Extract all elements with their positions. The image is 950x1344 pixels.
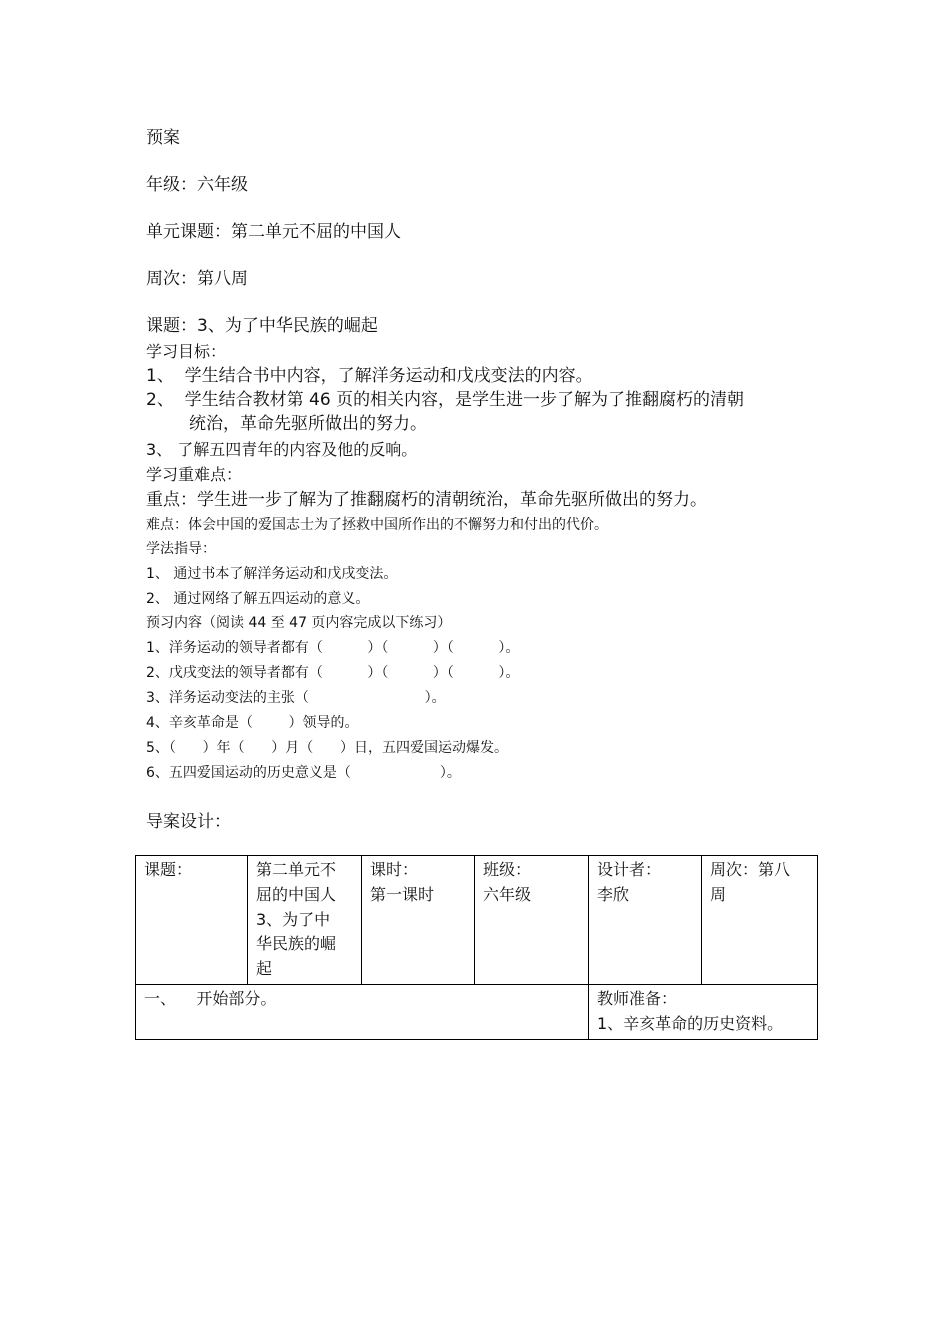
design-heading: 导案设计： — [146, 812, 231, 832]
table-row — [136, 984, 818, 1039]
objective-item-continued: 统治，革命先驱所做出的努力。 — [189, 414, 427, 434]
difficult-point: 难点：体会中国的爱国志士为了拯救中国所作出的不懈努力和付出的代价。 — [146, 517, 608, 533]
method-item: 2、 通过网络了解五四运动的意义。 — [146, 591, 370, 607]
objectives-heading: 学习目标： — [146, 342, 227, 361]
doc-title: 预案 — [146, 128, 180, 148]
objective-item: 1、 学生结合书中内容，了解洋务运动和戊戌变法的内容。 — [146, 366, 593, 386]
method-heading: 学法指导： — [146, 541, 216, 557]
table-cell-teacher-prep: 教师准备： 1、辛亥革命的历史资料。 — [589, 984, 818, 1039]
week-line: 周次：第八周 — [146, 269, 248, 289]
preview-question: 1、洋务运动的领导者都有（ ）（ ）（ ）。 — [146, 640, 520, 656]
key-points-heading: 学习重难点： — [146, 465, 243, 484]
lesson-line: 课题：3、为了中华民族的崛起 — [146, 316, 378, 336]
objective-item: 3、 了解五四青年的内容及他的反响。 — [146, 440, 418, 459]
preview-question: 2、戊戌变法的领导者都有（ ）（ ）（ ）。 — [146, 665, 520, 681]
key-point: 重点：学生进一步了解为了推翻腐朽的清朝统治，革命先驱所做出的努力。 — [146, 490, 707, 510]
table-cell-lesson-title: 第二单元不 屈的中国人 3、为了中 华民族的崛 起 — [248, 856, 362, 985]
table-cell-opening: 一、 开始部分。 — [136, 984, 589, 1039]
table-cell-designer: 设计者： 李欣 — [589, 856, 702, 985]
objective-item: 2、 学生结合教材第 46 页的相关内容，是学生进一步了解为了推翻腐朽的清朝 — [146, 390, 745, 410]
preview-question: 6、五四爱国运动的历史意义是（ ）。 — [146, 765, 461, 781]
lesson-design-table — [135, 855, 818, 1040]
grade-line: 年级：六年级 — [146, 175, 248, 195]
method-item: 1、 通过书本了解洋务运动和戊戌变法。 — [146, 566, 398, 582]
preview-heading: 预习内容（阅读 44 至 47 页内容完成以下练习） — [146, 615, 452, 631]
preview-question: 5、（ ）年（ ）月（ ）日，五四爱国运动爆发。 — [146, 740, 509, 756]
preview-question: 3、洋务运动变法的主张（ ）。 — [146, 690, 446, 706]
table-cell-period: 课时： 第一课时 — [362, 856, 475, 985]
table-row — [136, 856, 818, 985]
table-cell-week: 周次：第八 周 — [702, 856, 818, 985]
table-cell-class: 班级： 六年级 — [475, 856, 589, 985]
preview-question: 4、辛亥革命是（ ）领导的。 — [146, 715, 359, 731]
unit-line: 单元课题：第二单元不屈的中国人 — [146, 222, 401, 242]
table-cell-lesson-label: 课题： — [136, 856, 248, 985]
